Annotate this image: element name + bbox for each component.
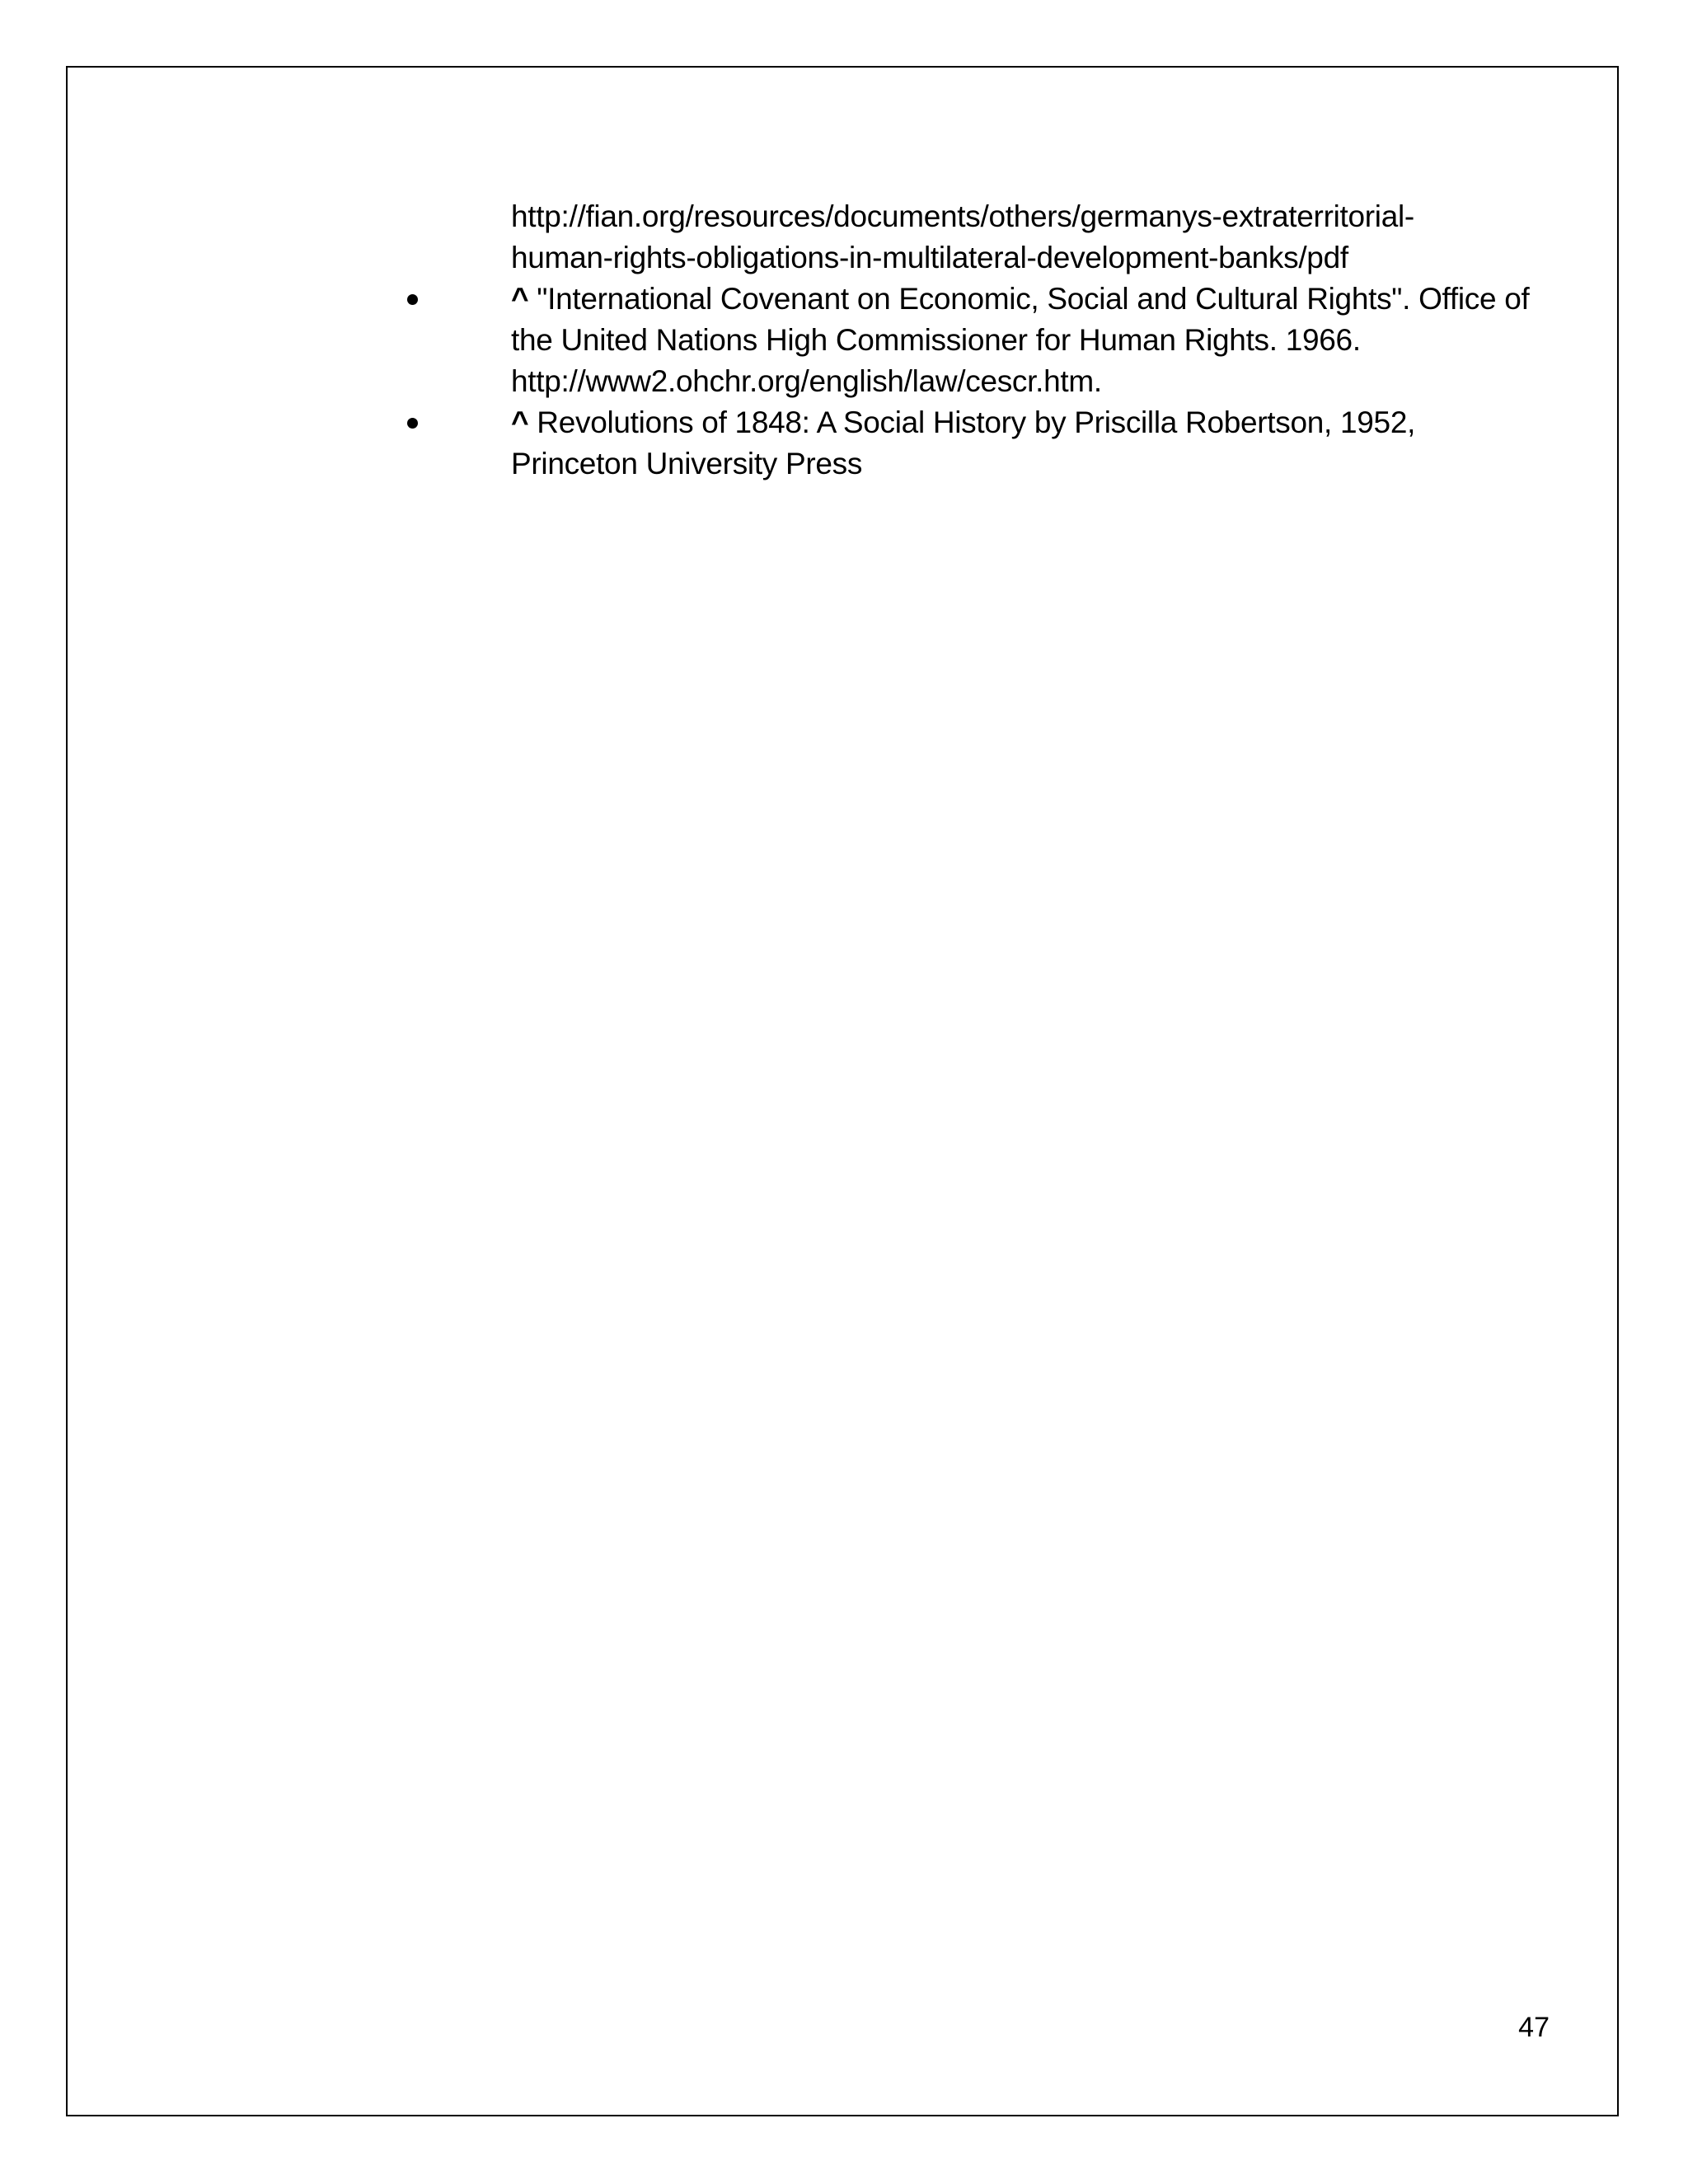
reference-line: human-rights-obligations-in-multilateral-development-banks/pdf <box>511 241 1348 274</box>
reference-text: "International Covenant on Economic, Social and Cultural Rights". Office of <box>528 282 1530 316</box>
page-number: 47 <box>1518 2012 1550 2043</box>
backlink-caret[interactable]: ^ <box>511 405 529 439</box>
reference-list <box>404 196 1541 485</box>
reference-item-continued <box>404 196 1541 279</box>
reference-line: http://fian.org/resources/documents/others/germanys-extraterritorial- <box>511 199 1414 233</box>
bullet-icon <box>404 402 420 443</box>
reference-line <box>457 402 1541 443</box>
reference-line <box>457 279 1541 320</box>
bullet-icon <box>404 279 420 320</box>
reference-line: http://www2.ohchr.org/english/law/cescr.htm. <box>511 364 1102 398</box>
reference-line: the United Nations High Commissioner for Human Rights. 1966. <box>511 323 1361 357</box>
reference-line: Princeton University Press <box>511 447 863 480</box>
reference-text: Revolutions of 1848: A Social History by Priscilla Robertson, 1952, <box>528 405 1416 439</box>
backlink-caret[interactable]: ^ <box>511 282 529 316</box>
reference-item-covenant <box>404 279 1541 402</box>
reference-item-revolutions <box>404 402 1541 485</box>
